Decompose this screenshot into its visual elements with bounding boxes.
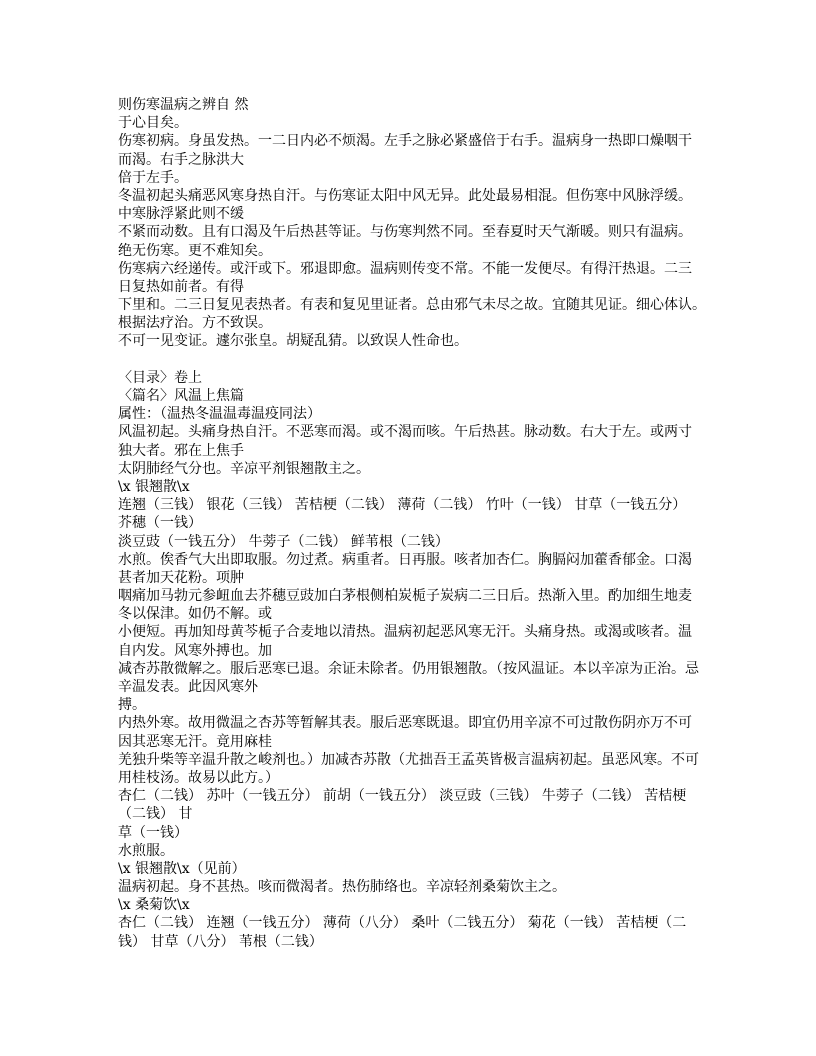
formula-heading: \x 银翘散\x（见前） [118, 860, 246, 877]
text-line: 羌独升柴等辛温升散之峻剂也。）加减杏苏散（尤拙吾王孟英皆极言温病初起。虽恶风寒。不可 [118, 751, 699, 768]
attribute-line: 属性：（温热冬温温毒温疫同法） [118, 406, 321, 423]
text-line: 太阴肺经气分也。辛凉平剂银翘散主之。 [118, 460, 370, 477]
text-line: 咽痛加马勃元参衄血去芥穗豆豉加白茅根侧柏炭栀子炭病二三日后。热渐入里。酌加细生地麦 [118, 588, 692, 605]
text-line: 减杏苏散微解之。服后恶寒已退。余证未除者。仍用银翘散。（按风温证。本以辛凉为正治。忌 [118, 660, 699, 677]
text-line: 绝无伤寒。更不难知矣。 [118, 242, 272, 259]
ingredient-line: 杏仁（二钱） 连翘（一钱五分） 薄荷（八分） 桑叶（二钱五分） 菊花（一钱） 苦桔梗（二 [118, 915, 687, 932]
text-line: 日复热如前者。有得 [118, 278, 244, 295]
ingredient-line: 芥穗（一钱） [118, 515, 202, 532]
text-line: 独大者。邪在上焦手 [118, 442, 244, 459]
formula-heading: \x 银翘散\x [118, 478, 190, 495]
ingredient-line: 草（一钱） [118, 824, 188, 841]
ingredient-line: 淡豆豉（一钱五分） 牛蒡子（二钱） 鲜苇根（二钱） [118, 533, 449, 550]
text-line: 小便短。再加知母黄芩栀子合麦地以清热。温病初起恶风寒无汗。头痛身热。或渴或咳者。温 [118, 624, 692, 641]
ingredient-line: （二钱） 甘 [118, 806, 193, 823]
text-line: 倍于左手。 [118, 169, 188, 186]
text-line: 则伤寒温病之辨自 然 [118, 97, 249, 113]
text-line: 风温初起。头痛身热自汗。不恶寒而渴。或不渴而咳。午后热甚。脉动数。右大于左。或两寸 [118, 424, 692, 441]
text-line: 不紧而动数。且有口渴及午后热甚等证。与伤寒判然不同。至春夏时天气渐暖。则只有温病。 [118, 224, 692, 241]
text-line: 根据法疗治。方不致误。 [118, 315, 272, 332]
body-section [118, 423, 708, 950]
text-line: 于心目矣。 [118, 115, 188, 132]
ingredient-line: 钱） 甘草（八分） 苇根（二钱） [118, 933, 323, 950]
paragraph-spacer [118, 351, 708, 369]
text-line: 内热外寒。故用微温之杏苏等暂解其表。服后恶寒既退。即宜仍用辛凉不可过散伤阴亦万不可 [118, 715, 692, 732]
text-line: 而渴。右手之脉洪大 [118, 151, 244, 168]
ingredient-line: 连翘（三钱） 银花（三钱） 苦桔梗（二钱） 薄荷（二钱） 竹叶（一钱） 甘草（一钱五分） [118, 497, 687, 514]
text-line: 甚者加天花粉。项肿 [118, 569, 244, 586]
text-line: 水煎。俟香气大出即取服。勿过煮。病重者。日再服。咳者加杏仁。胸膈闷加藿香郁金。口渴 [118, 551, 692, 568]
ingredient-line: 杏仁（二钱） 苏叶（一钱五分） 前胡（一钱五分） 淡豆豉（三钱） 牛蒡子（二钱） 苦桔梗 [118, 788, 687, 805]
text-line: 搏。 [118, 697, 146, 714]
text-line: 伤寒病六经递传。或汗或下。邪退即愈。温病则传变不常。不能一发便尽。有得汗热退。二三 [118, 260, 692, 277]
text-line: 温病初起。身不甚热。咳而微渴者。热伤肺络也。辛凉轻剂桑菊饮主之。 [118, 879, 566, 896]
text-line: 伤寒初病。身虽发热。一二日内必不烦渴。左手之脉必紧盛倍于右手。温病身一热即口燥咽干 [118, 133, 692, 150]
text-line: 中寒脉浮紧此则不缓 [118, 206, 244, 223]
toc-label: 〈目录〉卷上 [118, 369, 202, 386]
text-line: 因其恶寒无汗。竟用麻桂 [118, 733, 272, 750]
chapter-title: 〈篇名〉风温上焦篇 [118, 388, 244, 404]
formula-heading: \x 桑菊饮\x [118, 897, 190, 914]
text-line: 水煎服。 [118, 842, 174, 859]
text-line: 冬以保津。如仍不解。或 [118, 606, 272, 623]
text-line: 下里和。二三日复见表热者。有表和复见里证者。总由邪气未尽之故。宜随其见证。细心体认。 [118, 297, 706, 314]
preface-section [118, 96, 708, 351]
text-line: 冬温初起头痛恶风寒身热自汗。与伤寒证太阳中风无异。此处最易相混。但伤寒中风脉浮缓。 [118, 187, 692, 204]
text-line: 用桂枝汤。故易以此方。） [118, 769, 279, 786]
text-line: 辛温发表。此因风寒外 [118, 679, 258, 695]
text-line: 自内发。风寒外搏也。加 [118, 642, 272, 659]
document-page [118, 96, 708, 951]
text-line: 不可一见变证。遽尔张皇。胡疑乱猜。以致误人性命也。 [118, 333, 468, 350]
